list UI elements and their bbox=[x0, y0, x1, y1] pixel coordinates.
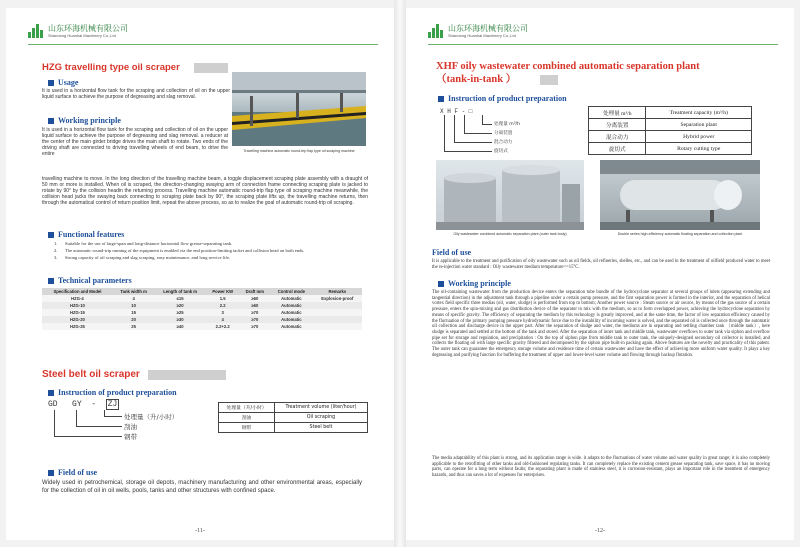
left-page bbox=[6, 8, 394, 540]
working-heading: Working principle bbox=[48, 116, 121, 125]
working-text-2: The media adaptability of this plant is strong, and its application range is wide. it adapts to the fluctuations of water volume and water quality in great range; it is also completely applicable to the retrofitting of other tanks and old-fashioned regulating tanks. It can completely replace the existing cement grease separating tank, save space, it has no moving parts, can operate for a long term without faults; the separating plant is made of stainless steel, it is corrosion-resistant, plays an important role in the treatment of emergency hazards, and thus can saves a lot of expenses for enterprises. bbox=[432, 456, 770, 479]
code-label-2: 分离装置 bbox=[494, 131, 513, 136]
field-heading: Field of use bbox=[48, 468, 97, 477]
steel-code-diagram: GD GY - ZJ 处理量（升/小时） 刮油 钢带 bbox=[48, 400, 179, 441]
brand-name-cn: 山东环海机械有限公司 bbox=[48, 24, 128, 33]
table-row: 处理量 m³/h Treatment capacity (m³/h) bbox=[589, 107, 752, 119]
bullet-icon bbox=[48, 232, 54, 238]
table-row: HZG-15 15 ≥25 3 ≥70 Automatic bbox=[42, 309, 362, 316]
instruction-heading: Instruction of product preparation bbox=[438, 94, 567, 103]
separator-illustration bbox=[600, 160, 760, 230]
list-item: 1. Suitable for the use of large-span and long-distance horizontal flow grease-separating tank. bbox=[54, 241, 233, 246]
code-part-a: GD bbox=[48, 400, 58, 409]
tank-photo-right bbox=[600, 160, 760, 230]
list-item: 2. The automatic round-trip running of the equipment is enabled via the end position-limiting tacket and collision head on both ends. bbox=[54, 247, 305, 253]
table-row: HZG-20 20 ≥30 4 ≥70 Automatic bbox=[42, 316, 362, 323]
page-number: -11- bbox=[195, 528, 205, 534]
brand-name-cn: 山东环海机械有限公司 bbox=[448, 24, 528, 33]
table-row: HZG-10 10 ≥20 2.2 ≥60 Automatic bbox=[42, 302, 362, 309]
bullet-icon bbox=[48, 80, 54, 86]
field-heading: Field of use bbox=[432, 248, 472, 257]
logo-icon bbox=[28, 24, 44, 38]
list-item: 3. Strong capacity of oil scraping and slag scraping, easy maintenance, and long service life. bbox=[54, 254, 231, 260]
company-logo bbox=[428, 24, 528, 38]
code-label-1: 处理量 m³/h bbox=[494, 122, 521, 127]
title-bar bbox=[194, 63, 228, 73]
brand-name-en: Shandong Huanhai Machinery Co.,Ltd bbox=[448, 33, 516, 38]
working-text-2: travelling machine to move. In the long direction of the travelling machine beam, a toggle displacement scraping plate assembly with a draught of 50 mm or more is installed. When oil is scraped, the direction-changing swaying arm of connection frame connecting scraping plate is jacked to rotate by 90° by the collision headin the returning process. Travelling machine automatic round-trip flap type oil scraping machine meanwhile, the collision head jacks the swaying back connecting to scraping plate back by 90°, the scraping plate lifts up, the travelling machine returns, then through the automatical control of return position limit, repeat the above process, so as to realize the goal of automatic round-trip oil scraping. bbox=[42, 176, 368, 207]
page-title: HZG travelling type oil scraper bbox=[42, 62, 180, 73]
scraper-photo bbox=[232, 72, 366, 146]
bullet-icon bbox=[438, 281, 444, 287]
features-heading: Functional features bbox=[48, 230, 124, 239]
company-logo bbox=[28, 24, 128, 38]
table-row: 混合动力 Hybrid power bbox=[589, 131, 752, 143]
field-text: Widely used in petrochemical, storage oil depots, machinery manufacturing and other environmental areas, especially for the collection of oil in oil wells, pools, tanks and other structures with confined space. bbox=[42, 480, 362, 494]
table-row: 钢带 Steel belt bbox=[219, 423, 368, 433]
logo-icon bbox=[428, 24, 444, 38]
header-rule bbox=[28, 44, 378, 45]
working-text-1: It is used in a horizontal flow tank for the scraping and collection of oil on the upper liquid surface to achieve the purpose of degreasing and slag removal. a reducer at the center of the main girder bridge drives the main shaft to rotate. Two ends of the driving shaft are connected to driving travelling wheels of end beam, to drive the entire bbox=[42, 127, 228, 158]
steel-title: Steel belt oil scraper bbox=[42, 369, 140, 380]
params-table bbox=[42, 288, 362, 330]
header-rule bbox=[428, 44, 778, 45]
code-label-3: 混合动力 bbox=[494, 140, 513, 145]
table-row: 旋切式 Rotary cutting type bbox=[589, 143, 752, 155]
steel-instruction-heading: Instruction of product preparation bbox=[48, 388, 177, 397]
steel-code-table bbox=[218, 402, 368, 433]
table-row: HZG-25 25 ≥40 2.2+2.2 ≥70 Automatic bbox=[42, 323, 362, 330]
bullet-icon bbox=[48, 118, 54, 124]
field-text: It is applicable to the treatment and purification of oily wastewater such as oil fields, oil refineries, shelles, etc., and can be used in the treatment of oilfield produced water to meet the re-injection water standard : Oily wastewater medium temperature<=15°C. bbox=[432, 259, 770, 270]
bullet-icon bbox=[48, 470, 54, 476]
code-label-4: 旋切式 bbox=[494, 149, 508, 154]
page-number: -12- bbox=[595, 528, 605, 534]
page-gutter bbox=[394, 0, 406, 547]
usage-heading: Usage bbox=[48, 78, 78, 87]
table-header: Specification and Model Tank width m Length of tank m Power KW Draft mm Control mode Remarks bbox=[42, 288, 362, 295]
code-part-c: ZJ bbox=[107, 400, 118, 409]
table-row: 刮油 Oil scraping bbox=[219, 413, 368, 423]
bullet-icon bbox=[48, 278, 54, 284]
table-row: 处理量（升/小时） Treatment volume (liter/hour) bbox=[219, 403, 368, 413]
tank-illustration bbox=[436, 160, 584, 230]
working-text-1: The oil-containing wastewater from the production device enters the separation tube bundle of the hydrocyclone separator at several groups of inlets (appearing extending and tangential direction) in the adjustment tank through a pipeline under a certain pump pressure, and the first separation power is formed in the interior, and the separation of helical vortex field specific three medias (oil, water, sludge) is performed from top to bottom; Another power source : Steam source or air source, by means of the gas source of a certain pressure, enters the spin-mixing and gas distribution device of the separator to mix with the medium, so as to form overlapped power, achieving the hydrocyclone separation by means of specific gravity. The efficiency of separating the medium by this technology is greatly improved, and at the same time, the factor of low separation efficiency caused by the fluctuation of the primary pumping pressure hydrodynamic force due to the instability of incoming water is solved, and the separated oil is collected once through the automatic oil collection and discharge device in the upper part. After the separation of sludge and water, the mediums are in separating and settling chamber tank （middle tank）, here sludge is separated and settled at the bottom of the tank and stored. After the separation of inner tank and middle tank, wastewater overflows to outer tank via siphon and overflow pipe set for storage and regulation, and precipitation : On the top of siphon pipe from middle tank to outer tank, the uniquely-designed secondary oil collector is installed, and collects the floating oil with large specific gravity filtered and decomposed by the siphon pipe built-in packing again. Above features are the novelty and practicality of this patent. The outer tank can guarantee the emergency storage volume and residence time of certain wastewater and have the effect of achieving more uniform water quality. It plays a key degreasing and purifying function for buffering the treatment of upper and lower-level water volume and flowing through backup flotation. bbox=[432, 290, 770, 358]
code-label-2: 刮油 bbox=[124, 423, 137, 431]
brand-name-en: Shandong Huanhai Machinery Co.,Ltd bbox=[48, 33, 116, 38]
table-row: 分离装置 Separation plant bbox=[589, 119, 752, 131]
bullet-icon bbox=[438, 96, 444, 102]
code-label-1: 处理量（升/小时） bbox=[124, 413, 179, 421]
params-heading: Technical parameters bbox=[48, 276, 132, 285]
code-string: X H F - □ bbox=[440, 108, 473, 115]
right-page bbox=[406, 8, 794, 540]
bullet-icon bbox=[48, 390, 54, 396]
caption-left: Oily wastewater combined automatic separation plant (outer tank body) bbox=[453, 232, 567, 236]
caption-right: Double series high-efficiency automatic floating separation and collection plant bbox=[617, 232, 743, 236]
code-table bbox=[588, 106, 752, 155]
scraper-illustration bbox=[232, 72, 366, 146]
code-diagram bbox=[436, 108, 576, 158]
usage-text: It is used in a horizontal flow tank for the scraping and collection of oil on the upper liquid surface to achieve the purpose of degreasing and slag removal. bbox=[42, 88, 230, 101]
code-label-3: 钢带 bbox=[124, 433, 137, 441]
tank-photo-left bbox=[436, 160, 584, 230]
photo-caption: Travelling machine automatic round-trip flap type oil scraping machine bbox=[243, 149, 355, 153]
features-list bbox=[54, 241, 354, 261]
title-bar bbox=[540, 75, 558, 85]
table-row: HZG-4 4 ≤15 1.5 ≥60 Automatic Explosion-proof bbox=[42, 295, 362, 302]
code-part-b: GY bbox=[72, 400, 82, 409]
title-bar bbox=[148, 370, 226, 380]
working-heading: Working principle bbox=[438, 279, 511, 288]
page-title: XHF oily wastewater combined automatic separation plant （tank-in-tank ） bbox=[436, 61, 700, 85]
